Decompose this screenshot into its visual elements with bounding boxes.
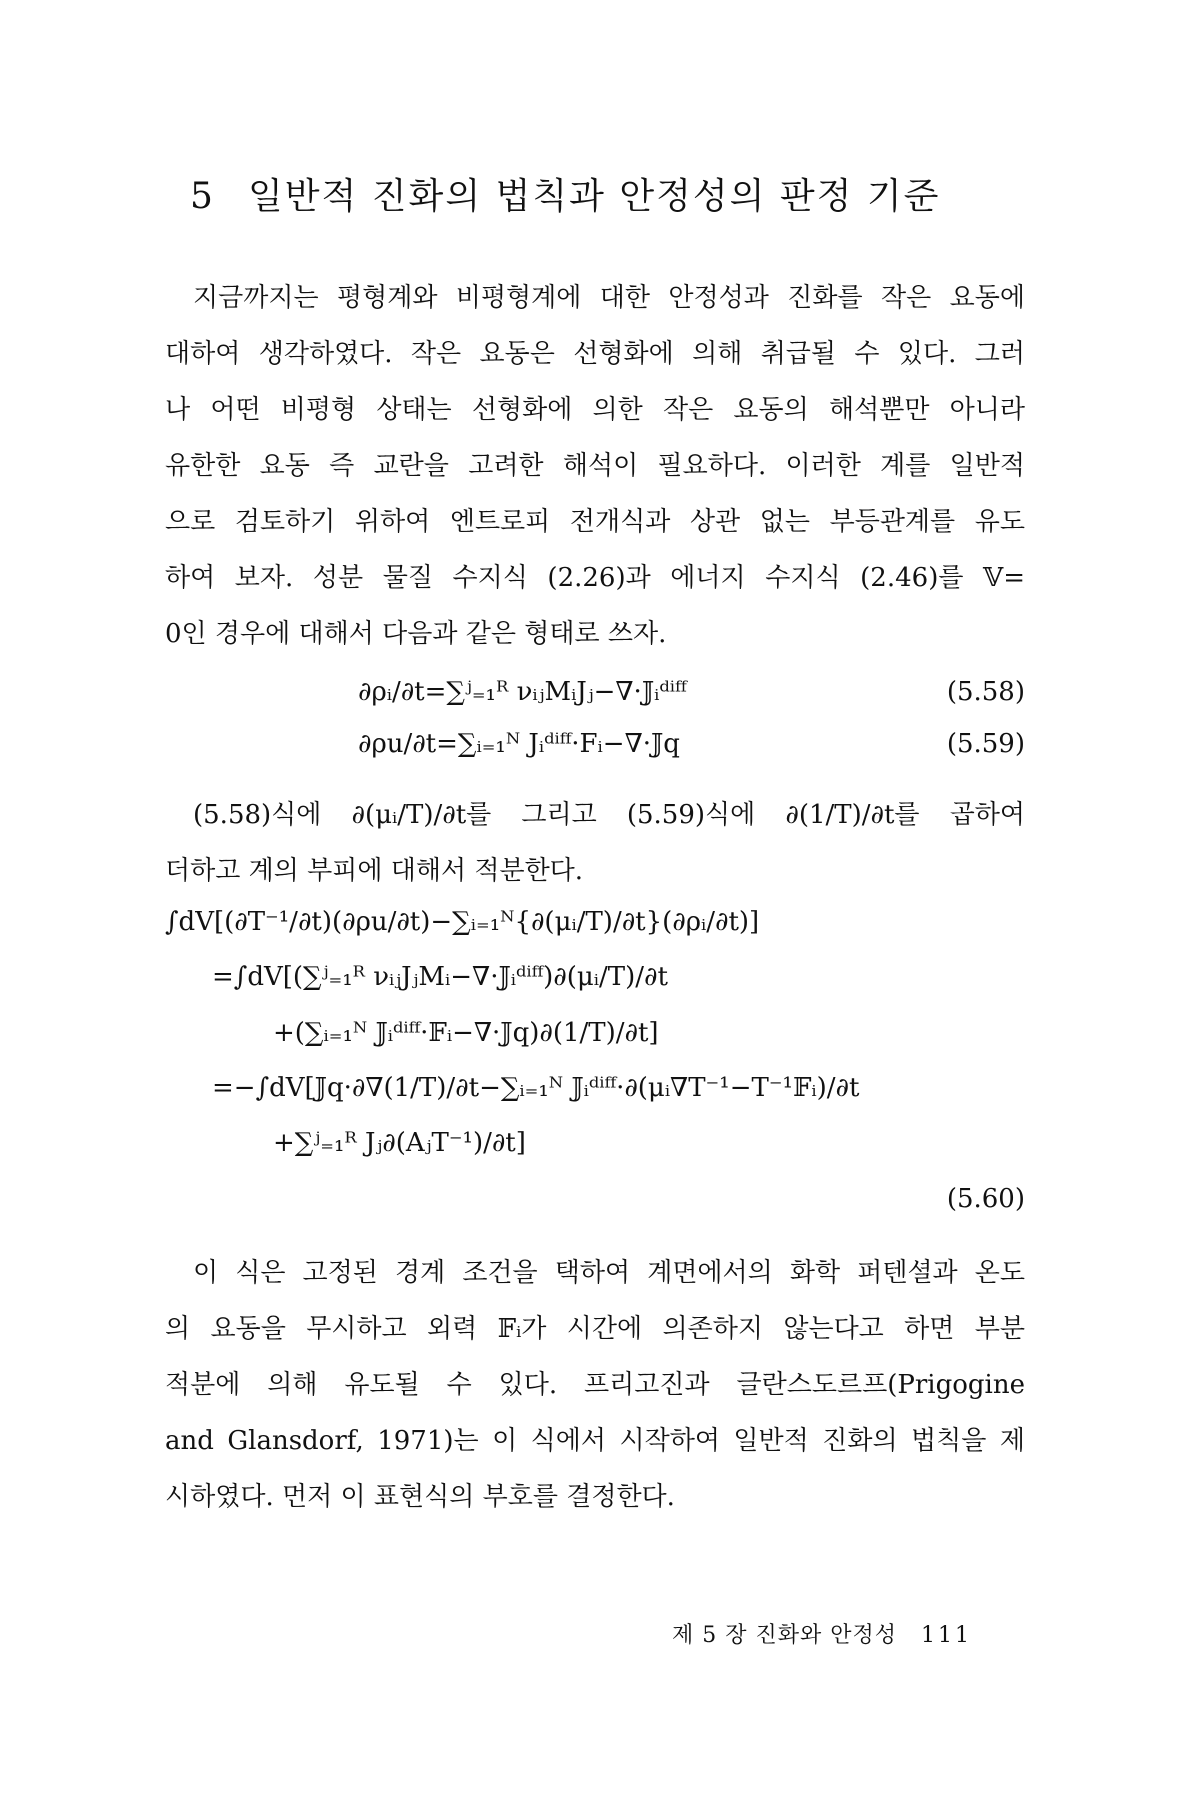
equation-5-58: ∂ρᵢ/∂t=∑ʲ₌₁ᴿ νᵢⱼMᵢJⱼ−∇·𝕁ᵢᵈⁱᶠᶠ (358, 677, 687, 707)
paragraph-line: 하여 보자. 성분 물질 수지식 (2.26)과 에너지 수지식 (2.46)를 𝕍= (165, 563, 1025, 593)
section-heading (190, 168, 1090, 219)
paragraph-line: 적분에 의해 유도될 수 있다. 프리고진과 글란스도르프(Prigogine (165, 1370, 1025, 1400)
paragraph-line: 의 요동을 무시하고 외력 𝔽ᵢ가 시간에 의존하지 않는다고 하면 부분 (165, 1314, 1025, 1344)
equation-number: (5.58) (946, 677, 1025, 707)
paragraph-line: 0인 경우에 대해서 다음과 같은 형태로 쓰자. (165, 619, 667, 649)
paragraph-line: (5.58)식에 ∂(μᵢ/T)/∂t를 그리고 (5.59)식에 ∂(1/T)/∂t를 곱하여 (193, 800, 1025, 830)
paragraph-line: 대하여 생각하였다. 작은 요동은 선형화에 의해 취급될 수 있다. 그러 (165, 339, 1025, 369)
paragraph-line: 으로 검토하기 위하여 엔트로피 전개식과 상관 없는 부등관계를 유도 (165, 507, 1025, 537)
equation-number: (5.60) (946, 1184, 1025, 1214)
page-number: 111 (921, 1623, 972, 1648)
equation-5-60-line: +(∑ᵢ₌₁ᴺ 𝕁ᵢᵈⁱᶠᶠ·𝔽ᵢ−∇·𝕁q)∂(1/T)/∂t] (273, 1018, 659, 1048)
equation-5-59: ∂ρu/∂t=∑ᵢ₌₁ᴺ Jᵢᵈⁱᶠᶠ·Fᵢ−∇·𝕁q (358, 729, 680, 759)
equation-5-60-line: =∫dV[(∑ʲ₌₁ᴿ νᵢⱼJⱼMᵢ−∇·𝕁ᵢᵈⁱᶠᶠ)∂(μᵢ/T)/∂t (212, 962, 668, 992)
page-footer (672, 1618, 972, 1649)
section-title: 일반적 진화의 법칙과 안정성의 판정 기준 (248, 176, 941, 217)
paragraph-line: 더하고 계의 부피에 대해서 적분한다. (165, 856, 584, 886)
equation-number: (5.59) (946, 729, 1025, 759)
chapter-label: 제 5 장 진화와 안정성 (672, 1623, 897, 1648)
paragraph-line: and Glansdorf, 1971)는 이 식에서 시작하여 일반적 진화의 법칙을 제 (165, 1426, 1025, 1456)
paragraph-line: 시하였다. 먼저 이 표현식의 부호를 결정한다. (165, 1482, 675, 1512)
section-number: 5 (190, 176, 215, 217)
paragraph-line: 지금까지는 평형계와 비평형계에 대한 안정성과 진화를 작은 요동에 (193, 283, 1025, 313)
paragraph-line: 유한한 요동 즉 교란을 고려한 해석이 필요하다. 이러한 계를 일반적 (165, 451, 1025, 481)
equation-5-60-line: ∫dV[(∂T⁻¹/∂t)(∂ρu/∂t)−∑ᵢ₌₁ᴺ{∂(μᵢ/T)/∂t}(∂ρᵢ/∂t)] (165, 907, 760, 937)
paragraph-intro (165, 270, 1025, 662)
paragraph-line: 이 식은 고정된 경계 조건을 택하여 계면에서의 화학 퍼텐셜과 온도 (193, 1258, 1025, 1288)
equation-5-60-line: +∑ʲ₌₁ᴿ Jⱼ∂(AⱼT⁻¹)/∂t] (273, 1128, 526, 1158)
equation-5-60-line: =−∫dV[𝕁q·∂∇(1/T)/∂t−∑ᵢ₌₁ᴺ 𝕁ᵢᵈⁱᶠᶠ·∂(μᵢ∇T⁻¹−T⁻¹𝔽ᵢ)/∂t (212, 1073, 860, 1103)
paragraph-conclusion (165, 1245, 1025, 1525)
paragraph-integration (165, 787, 1025, 899)
paragraph-line: 나 어떤 비평형 상태는 선형화에 의한 작은 요동의 해석뿐만 아니라 (165, 395, 1025, 425)
